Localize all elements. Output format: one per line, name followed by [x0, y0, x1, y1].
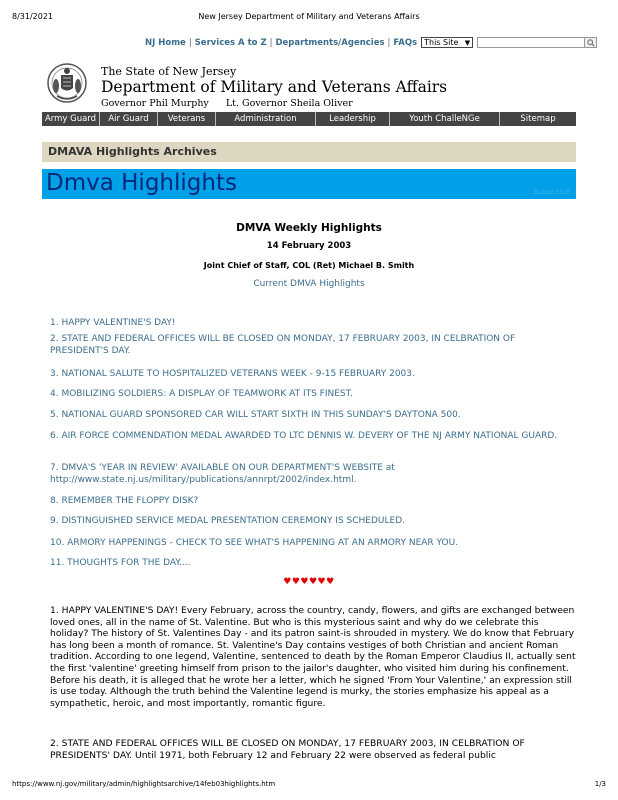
search-icon	[587, 39, 595, 47]
author-line: Joint Chief of Staff, COL (Ret) Michael B. Smith	[203, 261, 415, 270]
print-title: New Jersey Department of Military and Veterans Affairs	[198, 12, 420, 21]
search-input[interactable]	[477, 37, 585, 48]
nav-separator: |	[387, 37, 391, 48]
state-name: The State of New Jersey	[101, 65, 237, 78]
nav-youth-challenge[interactable]: Youth ChalleNGe	[390, 112, 500, 126]
nav-air-guard[interactable]: Air Guard	[100, 112, 158, 126]
nav-link-nj-home[interactable]: NJ Home	[145, 37, 186, 48]
toc-item[interactable]: 3. NATIONAL SALUTE TO HOSPITALIZED VETERANS WEEK - 9-15 FEBRUARY 2003.	[50, 369, 415, 379]
nav-link-services[interactable]: Services A to Z	[194, 37, 267, 48]
governor-name: Governor Phil Murphy	[101, 98, 209, 109]
nav-separator: |	[188, 37, 192, 48]
toc-item[interactable]: 1. HAPPY VALENTINE'S DAY!	[50, 318, 176, 328]
lt-governor-name: Lt. Governor Sheila Oliver	[225, 98, 353, 109]
issue-date: 14 February 2003	[266, 241, 352, 251]
governor-line	[101, 98, 353, 109]
nav-separator: |	[269, 37, 273, 48]
current-highlights-link[interactable]: Current DMVA Highlights	[253, 279, 365, 289]
toc-item[interactable]: 2. STATE AND FEDERAL OFFICES WILL BE CLOSED ON MONDAY, 17 FEBRUARY 2003, IN CELBRATION OF PRESIDENT'S DAY.	[50, 334, 516, 356]
nj-state-seal-icon	[47, 60, 87, 106]
nav-link-departments[interactable]: Departments/Agencies	[275, 37, 385, 48]
banner-faded-text: Button Stuff	[533, 189, 570, 196]
nav-veterans[interactable]: Veterans	[158, 112, 216, 126]
article-paragraph: 2. STATE AND FEDERAL OFFICES WILL BE CLOSED ON MONDAY, 17 FEBRUARY 2003, IN CELBRATION OF PRESIDENTS' DAY. Until 1971, both February 12 and February 22 were observed as federal public	[50, 738, 525, 761]
toc-item[interactable]: 4. MOBILIZING SOLDIERS: A DISPLAY OF TEAMWORK AT ITS FINEST.	[50, 389, 353, 399]
nav-army-guard[interactable]: Army Guard	[42, 112, 100, 126]
search-scope-value: This Site	[424, 38, 459, 47]
nav-leadership[interactable]: Leadership	[316, 112, 390, 126]
search-button[interactable]	[585, 37, 597, 48]
main-navigation	[42, 112, 576, 126]
toc-item[interactable]: 5. NATIONAL GUARD SPONSORED CAR WILL START SIXTH IN THIS SUNDAY'S DAYTONA 500.	[50, 410, 461, 420]
top-navigation	[145, 37, 597, 48]
archives-title: DMAVA Highlights Archives	[42, 142, 576, 162]
search-scope-select[interactable]	[421, 37, 473, 48]
print-url: https://www.nj.gov/military/admin/highlightsarchive/14feb03highlights.htm	[12, 780, 276, 788]
chevron-down-icon: ▼	[464, 39, 471, 47]
toc-item[interactable]: 6. AIR FORCE COMMENDATION MEDAL AWARDED TO LTC DENNIS W. DEVERY OF THE NJ ARMY NATIONAL GUARD.	[50, 431, 558, 441]
toc-item[interactable]: 9. DISTINGUISHED SERVICE MEDAL PRESENTATION CEREMONY IS SCHEDULED.	[50, 516, 405, 526]
nav-sitemap[interactable]: Sitemap	[520, 114, 556, 124]
department-name[interactable]: Department of Military and Veterans Affairs	[101, 78, 448, 96]
print-date: 8/31/2021	[12, 12, 54, 21]
highlights-banner	[42, 169, 576, 199]
article-paragraph: 1. HAPPY VALENTINE'S DAY! Every February, across the country, candy, flowers, and gifts are exchanged between loved ones, all in the name of St. Valentine. But who is this mysterious saint and why do we celebrate this holiday? The history of St. Valentines Day - and its patron saint-is shrouded in mystery. We do know that February has long been a month of romance. St. Valentine's Day contains vestiges of both Christian and ancient Roman tradition. According to one legend, Valentine, sentenced to death by the Roman Emperor Claudius II, actually sent the first 'valentine' greeting himself from prison to the jailor's daughter, who visited him during his confinement. Before his death, it is alleged that he wrote her a letter, which he signed 'From Your Valentine,' an expression still is use today. Although the truth behind the Valentine legend is murky, the stories emphasize his appeal as a sympathetic, heroic, and most importantly, romantic figure.	[50, 605, 576, 709]
page-number: 1/3	[594, 780, 606, 788]
toc-item[interactable]: 7. DMVA'S 'YEAR IN REVIEW' AVAILABLE ON OUR DEPARTMENT'S WEBSITE at http://www.state.nj.us/military/publications/annrpt/2002/index.html.	[50, 463, 395, 485]
nav-link-faqs[interactable]: FAQs	[393, 37, 418, 48]
nav-administration[interactable]: Administration	[216, 112, 316, 126]
toc-item[interactable]: 10. ARMORY HAPPENINGS - CHECK TO SEE WHAT'S HAPPENING AT AN ARMORY NEAR YOU.	[50, 538, 459, 548]
toc-item[interactable]: 11. THOUGHTS FOR THE DAY....	[50, 558, 191, 568]
page-title: DMVA Weekly Highlights	[236, 222, 382, 234]
hearts-divider: ♥♥♥♥♥♥	[283, 577, 335, 587]
banner-title: Dmva Highlights	[46, 170, 237, 196]
toc-item[interactable]: 8. REMEMBER THE FLOPPY DISK?	[50, 496, 199, 506]
